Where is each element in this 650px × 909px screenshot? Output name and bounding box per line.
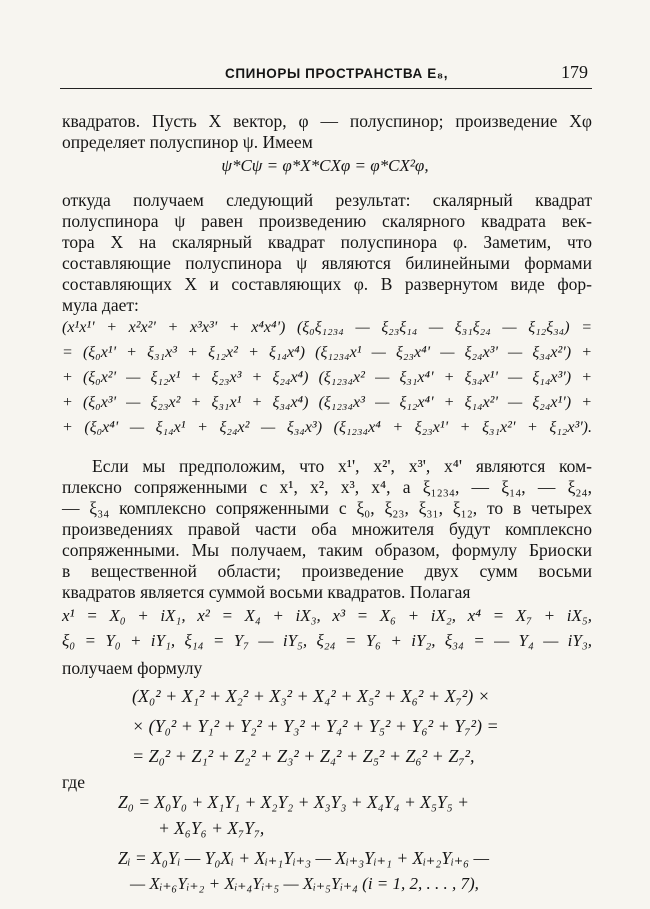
formula-line: = Z₀² + Z₁² + Z₂² + Z₃² + Z₄² + Z₅² + Z₆² + Z₇², — [132, 746, 475, 766]
formula-line: — Xᵢ₊₆Yᵢ₊₂ + Xᵢ₊₄Yᵢ₊₅ — Xᵢ₊₅Yᵢ₊₄ (i = 1, 2, . . . , 7), — [130, 874, 479, 893]
formula-line: ξ₀ = Y₀ + iY₁, ξ₁₄ = Y₇ — iY₅, ξ₂₄ = Y₆ + iY₂, ξ₃₄ = — Y₄ — iY₃, — [62, 631, 592, 650]
text-line: тора X на скалярный квадрат полуспинора φ. Заметим, что — [62, 232, 592, 252]
formula-line: + (ξ₀x³' — ξ₂₃x² + ξ₃₁x¹ + ξ₃₄x⁴) (ξ₁₂₃₄x³ — ξ₁₂x⁴' + ξ₁₄x²' — ξ₂₄x¹') + — [62, 394, 592, 411]
text-line: сопряженными. Мы получаем, таким образом, формулу Бриоски — [62, 540, 592, 560]
page-header — [60, 62, 592, 89]
text-line: — ξ₃₄ комплексно сопряженными с ξ₀, ξ₂₃, ξ₃₁, ξ₁₂, то в четырех — [62, 498, 592, 518]
formula-line: x¹ = X₀ + iX₁, x² = X₄ + iX₃, x³ = X₆ + iX₂, x⁴ = X₇ + iX₅, — [62, 606, 592, 625]
text-line: мула дает: — [62, 295, 139, 315]
formula-line: + (ξ₀x⁴' — ξ₁₄x¹ + ξ₂₄x² — ξ₃₄x³) (ξ₁₂₃₄x⁴ + ξ₂₃x¹' + ξ₃₁x²' + ξ₁₂x³'). — [62, 419, 592, 436]
formula-line: + X₆Y₆ + X₇Y₇, — [158, 818, 265, 838]
formula-line: (X₀² + X₁² + X₂² + X₃² + X₄² + X₅² + X₆² + X₇²) × — [132, 686, 490, 706]
formula-line: + (ξ₀x²' — ξ₁₂x¹ + ξ₂₃x³ + ξ₂₄x⁴) (ξ₁₂₃₄x² — ξ₃₁x⁴' + ξ₃₄x¹' — ξ₁₄x³') + — [62, 369, 592, 386]
formula-line: Z₀ = X₀Y₀ + X₁Y₁ + X₂Y₂ + X₃Y₃ + X₄Y₄ + X₅Y₅ + — [118, 792, 469, 812]
text-line: полуспинора ψ равен произведению скалярного квадрата век- — [62, 211, 592, 231]
formula-line: (x¹x¹' + x²x²' + x³x³' + x⁴x⁴') (ξ₀ξ₁₂₃₄ — ξ₂₃ξ₁₄ — ξ₃₁ξ₂₄ — ξ₁₂ξ₃₄) = — [62, 319, 592, 336]
text-line: в вещественной области; произведение двух сумм восьми — [62, 561, 592, 581]
running-head: СПИНОРЫ ПРОСТРАНСТВА E₈, — [225, 66, 449, 81]
formula-line: × (Y₀² + Y₁² + Y₂² + Y₃² + Y₄² + Y₅² + Y₆² + Y₇²) = — [132, 716, 499, 736]
text-line: плексно сопряженными с x¹, x², x³, x⁴, а ξ₁₂₃₄, — ξ₁₄, — ξ₂₄, — [62, 477, 592, 497]
text-line: получаем формулу — [62, 658, 203, 678]
formula-line: ψ*Cψ = φ*X*CXφ = φ*CX²φ, — [221, 156, 429, 175]
formula-line: Zᵢ = X₀Yᵢ — Y₀Xᵢ + Xᵢ₊₁Yᵢ₊₃ — Xᵢ₊₃Yᵢ₊₁ + Xᵢ₊₂Yᵢ₊₆ — — [118, 848, 490, 868]
text-line: составляющие полуспинора ψ являются билинейными формами — [62, 253, 592, 273]
text-line: откуда получаем следующий результат: скалярный квадрат — [62, 190, 592, 210]
text-line: квадратов является суммой восьми квадратов. Полагая — [62, 582, 471, 602]
formula-line: = (ξ₀x¹' + ξ₃₁x³ + ξ₁₂x² + ξ₁₄x⁴) (ξ₁₂₃₄x¹ — ξ₂₃x⁴' — ξ₂₄x³' — ξ₃₄x²') + — [62, 344, 592, 361]
text-line: произведениях правой части оба множителя будут комплексно — [62, 519, 592, 539]
text-line: определяет полуспинор ψ. Имеем — [62, 132, 313, 152]
text-line: составляющих X и составляющих φ. В развернутом виде фор- — [62, 274, 592, 294]
page-number: 179 — [561, 62, 588, 82]
text-line: Если мы предположим, что x¹', x²', x³', x⁴' являются ком- — [92, 456, 592, 476]
text-line: где — [62, 772, 85, 792]
text-line: квадратов. Пусть X вектор, φ — полуспинор; произведение Xφ — [62, 111, 592, 131]
